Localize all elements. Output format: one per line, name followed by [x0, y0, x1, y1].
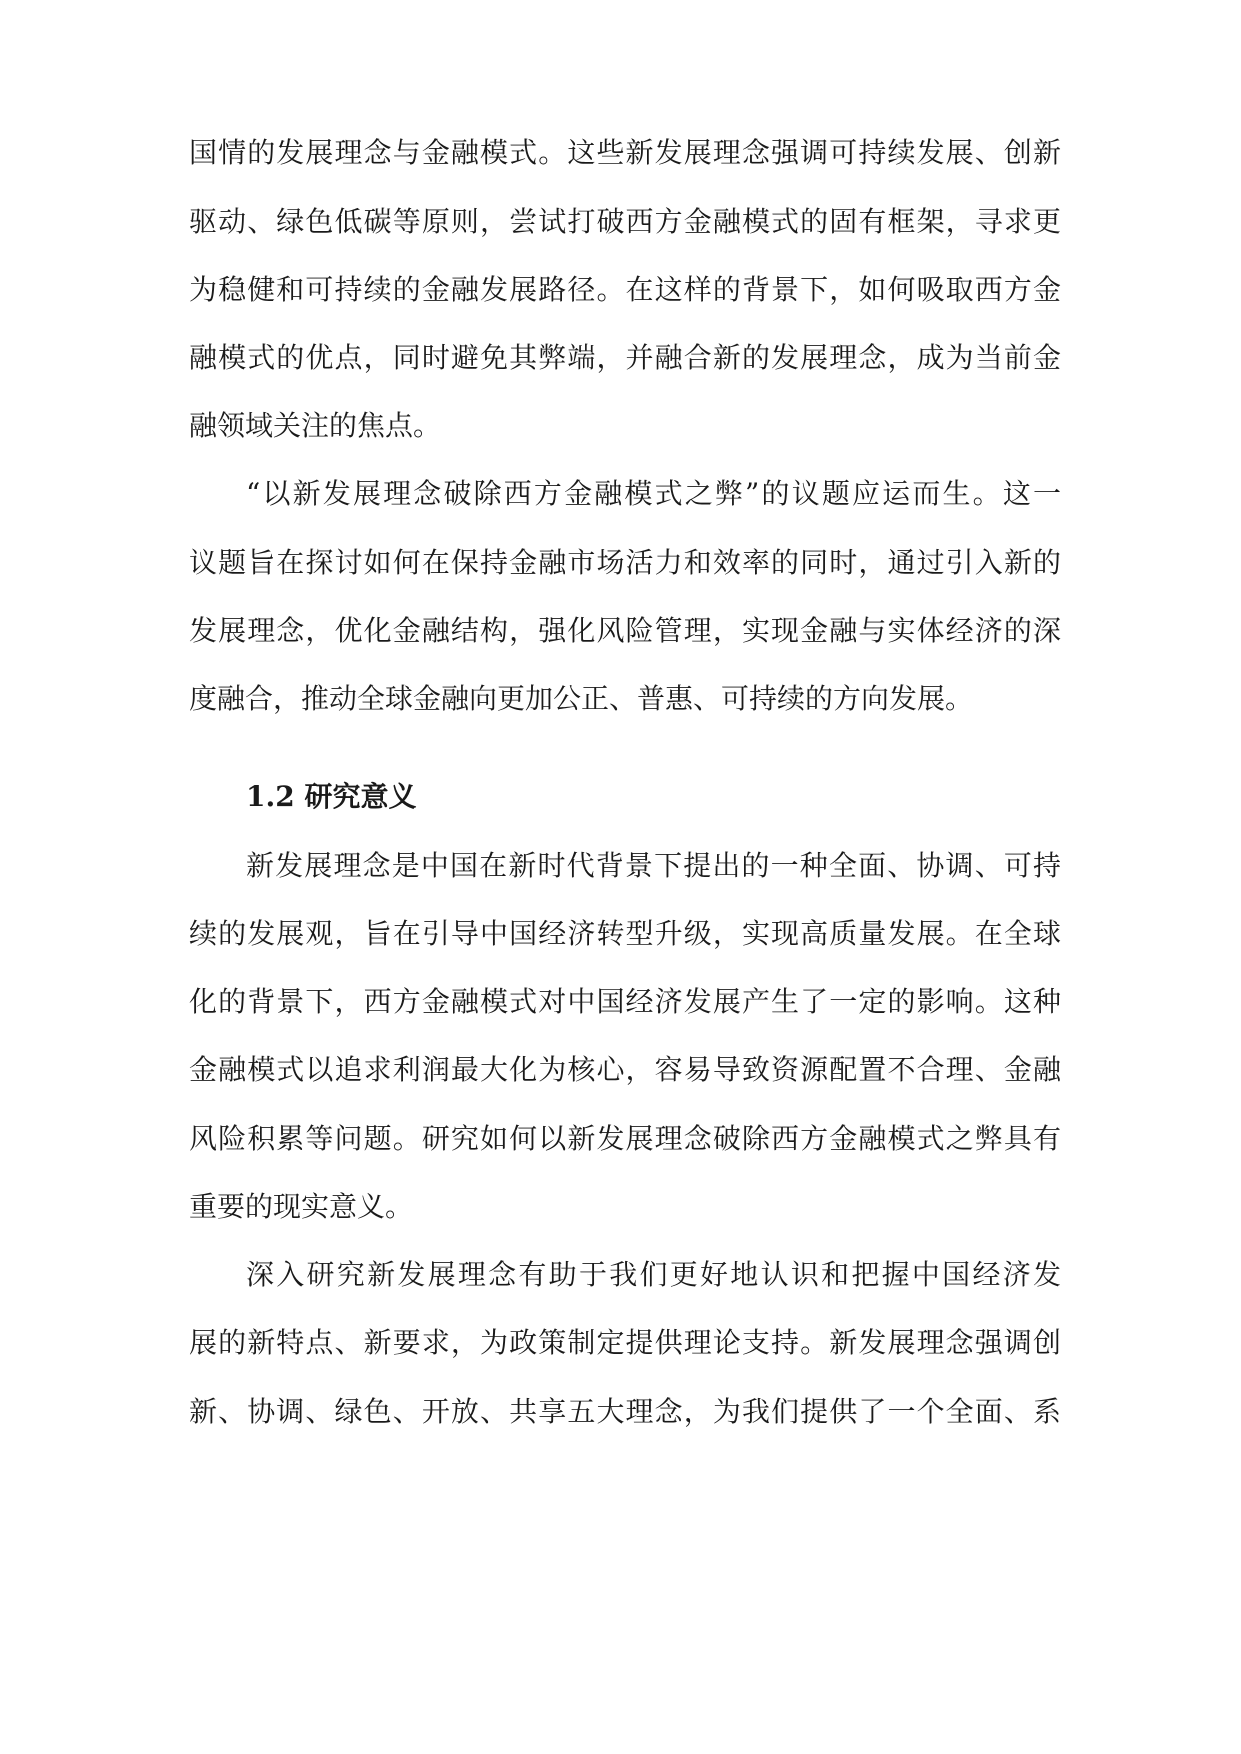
text-line: “以新发展理念破除西方金融模式之弊”的议题应运而生。这一 [246, 477, 1061, 510]
text-line: 重要的现实意义。 [189, 1190, 414, 1223]
text-line: 金融模式以追求利润最大化为核心，容易导致资源配置不合理、金融 [189, 1053, 1061, 1086]
text-line: 新发展理念是中国在新时代背景下提出的一种全面、协调、可持 [246, 849, 1061, 882]
text-line: 国情的发展理念与金融模式。这些新发展理念强调可持续发展、创新 [189, 136, 1061, 169]
text-line: 化的背景下，西方金融模式对中国经济发展产生了一定的影响。这种 [189, 985, 1061, 1018]
text-line: 发展理念，优化金融结构，强化风险管理，实现金融与实体经济的深 [189, 614, 1061, 647]
text-line: 新、协调、绿色、开放、共享五大理念，为我们提供了一个全面、系 [189, 1395, 1061, 1428]
text-line: 为稳健和可持续的金融发展路径。在这样的背景下，如何吸取西方金 [189, 273, 1061, 306]
text-line: 续的发展观，旨在引导中国经济转型升级，实现高质量发展。在全球 [189, 917, 1061, 950]
text-line: 驱动、绿色低碳等原则，尝试打破西方金融模式的固有框架，寻求更 [189, 205, 1061, 238]
text-line: 度融合，推动全球金融向更加公正、普惠、可持续的方向发展。 [189, 682, 974, 715]
text-line: 融模式的优点，同时避免其弊端，并融合新的发展理念，成为当前金 [189, 341, 1061, 374]
text-line: 融领域关注的焦点。 [189, 409, 442, 442]
text-line: 风险积累等问题。研究如何以新发展理念破除西方金融模式之弊具有 [189, 1122, 1061, 1155]
section-heading: 1.2 研究意义 [246, 780, 417, 813]
text-line: 议题旨在探讨如何在保持金融市场活力和效率的同时，通过引入新的 [189, 546, 1061, 579]
text-line: 深入研究新发展理念有助于我们更好地认识和把握中国经济发 [246, 1258, 1061, 1291]
text-line: 展的新特点、新要求，为政策制定提供理论支持。新发展理念强调创 [189, 1326, 1061, 1359]
